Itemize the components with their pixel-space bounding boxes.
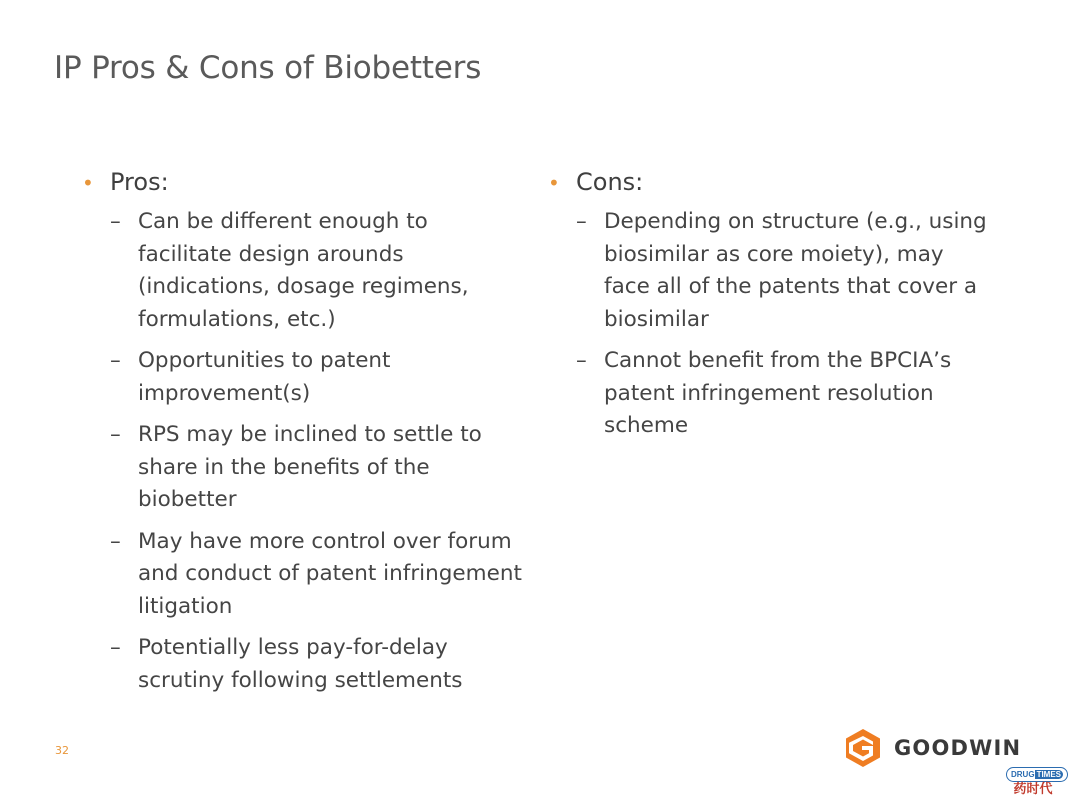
watermark-chinese: 药时代 xyxy=(1013,782,1053,797)
pros-heading-row xyxy=(82,168,522,196)
dash-icon: – xyxy=(110,635,121,660)
cons-heading-row xyxy=(548,168,988,196)
dash-icon: – xyxy=(110,422,121,447)
cons-list xyxy=(548,206,988,443)
logo-wordmark: GOODWIN xyxy=(894,736,1022,760)
page-number: 32 xyxy=(55,744,69,757)
watermark-badge xyxy=(1006,767,1068,782)
pros-column xyxy=(82,168,522,706)
cons-heading: Cons: xyxy=(576,168,644,196)
list-item xyxy=(110,526,522,624)
list-item-text: Can be different enough to facilitate design arounds (indications, dosage regimens, formulations, etc.) xyxy=(138,209,469,332)
dash-icon: – xyxy=(576,348,587,373)
goodwin-logo xyxy=(844,728,1021,768)
goodwin-g-logo-icon xyxy=(844,728,882,768)
cons-column xyxy=(548,168,988,452)
list-item-text: Cannot benefit from the BPCIA’s patent infringement resolution scheme xyxy=(604,348,952,438)
pros-list xyxy=(82,206,522,697)
bullet-icon: • xyxy=(82,171,94,195)
list-item-text: Opportunities to patent improvement(s) xyxy=(138,348,391,406)
list-item xyxy=(110,345,522,410)
list-item-text: RPS may be inclined to settle to share in the benefits of the biobetter xyxy=(138,422,482,512)
list-item xyxy=(110,206,522,336)
list-item-text: Potentially less pay-for-delay scrutiny following settlements xyxy=(138,635,463,693)
dash-icon: – xyxy=(110,209,121,234)
list-item xyxy=(576,345,988,443)
dash-icon: – xyxy=(576,209,587,234)
list-item-text: May have more control over forum and conduct of patent infringement litigation xyxy=(138,528,522,619)
pros-heading: Pros: xyxy=(110,168,169,196)
dash-icon: – xyxy=(110,528,121,554)
watermark-badge-a: DRUG xyxy=(1011,770,1035,779)
bullet-icon: • xyxy=(548,171,560,195)
list-item xyxy=(110,419,522,517)
watermark-badge-b: TIMES xyxy=(1036,770,1062,779)
list-item-text: Depending on structure (e.g., using biosimilar as core moiety), may face all of the patents that cover a biosimilar xyxy=(604,209,987,332)
list-item xyxy=(110,632,522,697)
slide-title: IP Pros & Cons of Biobetters xyxy=(54,50,482,86)
drugtimes-watermark xyxy=(1006,762,1060,798)
dash-icon: – xyxy=(110,348,121,373)
list-item xyxy=(576,206,988,336)
